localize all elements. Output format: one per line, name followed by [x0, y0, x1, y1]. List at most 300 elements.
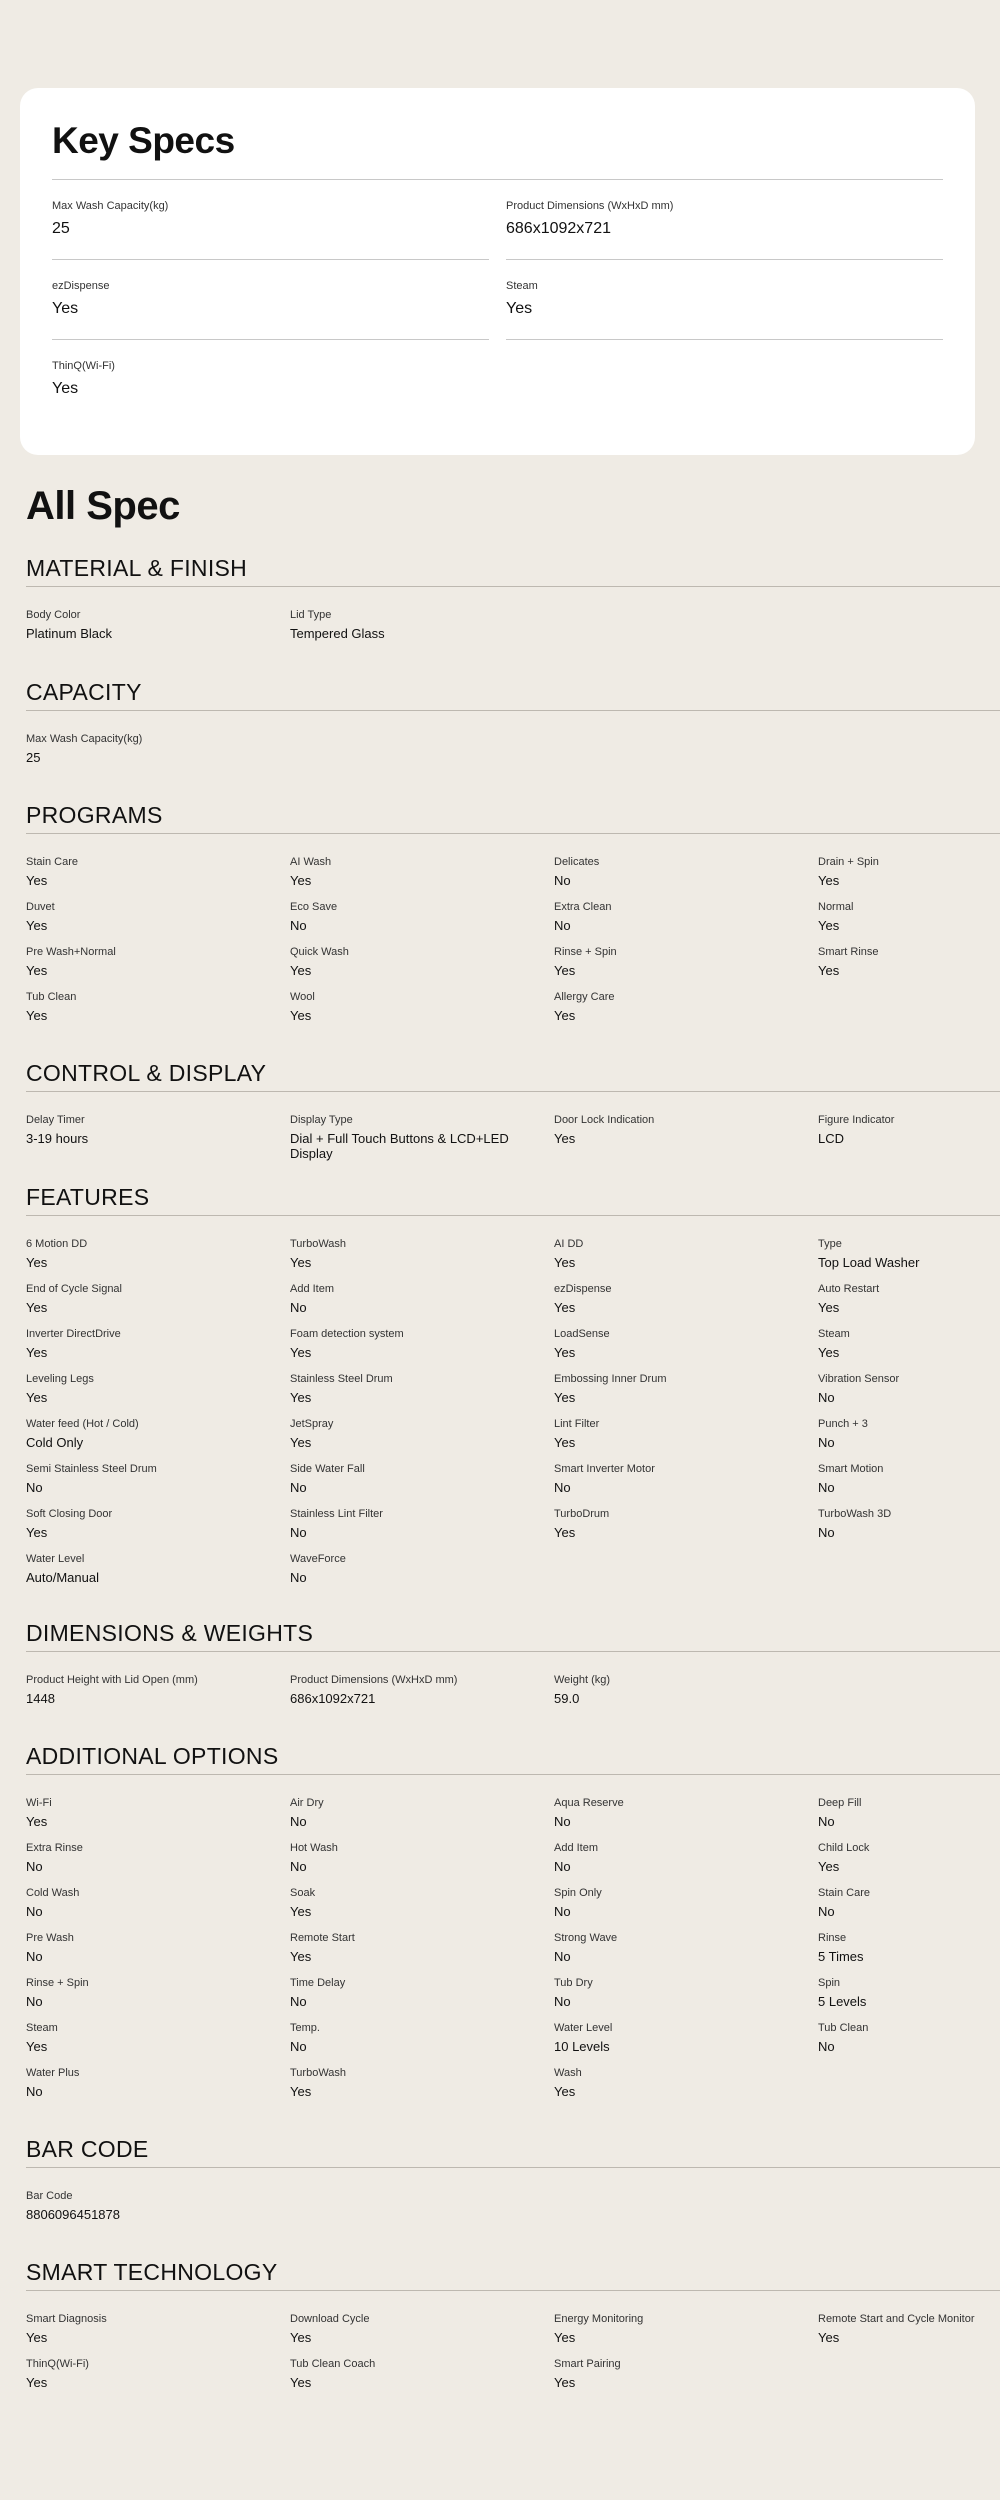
spec-item [26, 2313, 290, 2358]
spec-label: Soft Closing Door [26, 1508, 113, 1520]
spec-label: Deep Fill [818, 1797, 862, 1809]
spec-label: Door Lock Indication [554, 1114, 655, 1126]
spec-label: Tub Clean Coach [290, 2358, 376, 2370]
spec-label: Remote Start and Cycle Monitor [818, 2313, 975, 2325]
spec-value: Yes [554, 2375, 576, 2390]
spec-value: No [818, 2039, 835, 2054]
spec-label: Download Cycle [290, 2313, 370, 2325]
spec-item [818, 1283, 998, 1328]
spec-item [26, 1887, 290, 1932]
spec-value: No [26, 1904, 43, 1919]
spec-value: No [290, 1859, 307, 1874]
spec-value: Yes [26, 873, 48, 888]
spec-value: Dial + Full Touch Buttons & LCD+LED Display [290, 1131, 509, 1161]
section-divider [26, 1651, 1000, 1652]
spec-item [26, 991, 290, 1036]
spec-value: No [290, 1994, 307, 2009]
spec-value: No [818, 1435, 835, 1450]
spec-label: Tub Dry [554, 1977, 593, 1989]
spec-value: Yes [26, 2375, 48, 2390]
spec-value: No [554, 1814, 571, 1829]
spec-value: Yes [554, 963, 576, 978]
spec-value: No [554, 1480, 571, 1495]
spec-label: ThinQ(Wi-Fi) [26, 2358, 89, 2370]
spec-label: Side Water Fall [290, 1463, 365, 1475]
spec-value: 3-19 hours [26, 1131, 89, 1146]
spec-label: Duvet [26, 901, 55, 913]
spec-label: Time Delay [290, 1977, 346, 1989]
spec-value: 686x1092x721 [290, 1691, 376, 1706]
spec-item [290, 1674, 554, 1719]
section-title: CONTROL & DISPLAY [26, 1060, 267, 1086]
spec-label: AI Wash [290, 856, 332, 868]
spec-item [818, 1238, 998, 1283]
spec-value: Yes [290, 2330, 312, 2345]
spec-item [818, 2313, 998, 2358]
spec-item [290, 609, 554, 654]
spec-label: Stain Care [818, 1887, 870, 1899]
spec-section [26, 1743, 1000, 2112]
spec-item [818, 1842, 998, 1887]
spec-value: No [818, 1904, 835, 1919]
spec-item [818, 1114, 998, 1159]
spec-label: Rinse + Spin [26, 1977, 89, 1989]
section-divider [26, 2167, 1000, 2168]
spec-item [290, 901, 554, 946]
spec-item [554, 2358, 818, 2403]
spec-value: No [26, 1949, 43, 1964]
spec-value: Yes [554, 1255, 576, 1270]
spec-item [290, 1553, 554, 1598]
spec-item [290, 1238, 554, 1283]
spec-value: Yes [290, 2084, 312, 2099]
section-title: MATERIAL & FINISH [26, 555, 248, 581]
spec-section [26, 2136, 1000, 2235]
spec-label: Smart Diagnosis [26, 2313, 107, 2325]
spec-value: Yes [26, 1814, 48, 1829]
spec-label: Steam [818, 1328, 850, 1340]
spec-value: No [818, 1480, 835, 1495]
spec-label: TurboWash 3D [818, 1508, 892, 1520]
spec-value: Yes [26, 1345, 48, 1360]
key-specs-title: Key Specs [52, 120, 235, 161]
section-divider [26, 586, 1000, 587]
spec-label: Temp. [290, 2022, 320, 2034]
spec-value: Yes [26, 2330, 48, 2345]
spec-value: Yes [554, 1300, 576, 1315]
spec-label: Aqua Reserve [554, 1797, 624, 1809]
key-spec-label: ezDispense [52, 280, 110, 292]
spec-item [818, 1932, 998, 1977]
spec-label: ezDispense [554, 1283, 612, 1295]
spec-label: AI DD [554, 1238, 584, 1250]
spec-item [26, 1283, 290, 1328]
section-title: SMART TECHNOLOGY [26, 2259, 278, 2285]
spec-label: Remote Start [290, 1932, 355, 1944]
spec-value: No [818, 1390, 835, 1405]
spec-grid [26, 1238, 1000, 1598]
spec-value: Yes [818, 1859, 840, 1874]
spec-item [26, 856, 290, 901]
spec-label: Pre Wash [26, 1932, 74, 1944]
spec-value: Yes [818, 963, 840, 978]
spec-value: Yes [26, 918, 48, 933]
spec-item [554, 1418, 818, 1463]
spec-label: Quick Wash [290, 946, 349, 958]
spec-label: Tub Clean [26, 991, 77, 1003]
key-spec-item [52, 340, 489, 419]
spec-label: Foam detection system [290, 1328, 404, 1340]
spec-label: Figure Indicator [818, 1114, 895, 1126]
spec-section [26, 1184, 1000, 1598]
spec-item [554, 1932, 818, 1977]
spec-label: Child Lock [818, 1842, 870, 1854]
spec-label: Body Color [26, 609, 81, 621]
spec-label: Rinse [818, 1932, 847, 1944]
spec-label: Eco Save [290, 901, 338, 913]
spec-value: Yes [554, 1435, 576, 1450]
key-spec-item [506, 180, 943, 260]
spec-label: Stainless Steel Drum [290, 1373, 393, 1385]
spec-value: No [818, 1814, 835, 1829]
spec-item [554, 1797, 818, 1842]
spec-item [554, 856, 818, 901]
spec-label: Lint Filter [554, 1418, 600, 1430]
spec-item [554, 1842, 818, 1887]
spec-item [554, 1114, 818, 1159]
spec-value: No [818, 1525, 835, 1540]
spec-item [26, 1674, 290, 1719]
spec-value: Yes [818, 2330, 840, 2345]
spec-item [290, 1114, 554, 1159]
spec-item [818, 1373, 998, 1418]
spec-item [554, 1508, 818, 1553]
spec-label: Bar Code [26, 2190, 73, 2202]
spec-label: End of Cycle Signal [26, 1283, 122, 1295]
spec-item [290, 2313, 554, 2358]
spec-item [818, 2022, 998, 2067]
spec-item [26, 2358, 290, 2403]
spec-grid [26, 733, 1000, 778]
spec-value: No [554, 1994, 571, 2009]
spec-label: Stainless Lint Filter [290, 1508, 383, 1520]
key-spec-value: Yes [52, 380, 79, 397]
spec-label: Display Type [290, 1114, 353, 1126]
spec-value: Yes [26, 1390, 48, 1405]
spec-label: Smart Inverter Motor [554, 1463, 655, 1475]
spec-item [26, 1797, 290, 1842]
spec-value: Yes [26, 1525, 48, 1540]
spec-label: Inverter DirectDrive [26, 1328, 121, 1340]
spec-item [26, 1842, 290, 1887]
spec-value: 10 Levels [554, 2039, 610, 2054]
section-divider [26, 1091, 1000, 1092]
spec-value: Yes [554, 2084, 576, 2099]
spec-value: No [26, 1994, 43, 2009]
spec-item [818, 901, 998, 946]
spec-item [290, 1418, 554, 1463]
spec-item [290, 2358, 554, 2403]
spec-item [290, 1463, 554, 1508]
spec-label: WaveForce [290, 1553, 346, 1565]
spec-item [290, 1283, 554, 1328]
key-spec-value: Yes [506, 300, 533, 317]
spec-item [818, 1977, 998, 2022]
spec-value: Yes [554, 1345, 576, 1360]
spec-label: TurboWash [290, 2067, 347, 2079]
spec-label: Type [818, 1238, 842, 1250]
spec-value: Yes [290, 1435, 312, 1450]
spec-item [554, 1674, 818, 1719]
spec-item [818, 1887, 998, 1932]
spec-item [290, 1508, 554, 1553]
section-divider [26, 2290, 1000, 2291]
spec-value: Yes [290, 873, 312, 888]
spec-item [290, 2067, 554, 2112]
section-title: BAR CODE [26, 2136, 149, 2162]
spec-item [554, 1328, 818, 1373]
spec-label: Lid Type [290, 609, 332, 621]
spec-label: Weight (kg) [554, 1674, 611, 1686]
spec-value: No [26, 1480, 43, 1495]
spec-item [290, 946, 554, 991]
spec-label: Product Height with Lid Open (mm) [26, 1674, 198, 1686]
spec-label: Auto Restart [818, 1283, 880, 1295]
spec-label: TurboDrum [554, 1508, 610, 1520]
spec-grid [26, 1674, 1000, 1719]
spec-label: Delay Timer [26, 1114, 85, 1126]
spec-value: No [290, 1814, 307, 1829]
spec-value: Yes [554, 1525, 576, 1540]
spec-value: No [290, 1300, 307, 1315]
spec-label: Wi-Fi [26, 1797, 52, 1809]
spec-grid [26, 856, 1000, 1036]
spec-label: Tub Clean [818, 2022, 869, 2034]
spec-value: No [26, 2084, 43, 2099]
spec-value: Yes [554, 2330, 576, 2345]
spec-label: Spin [818, 1977, 841, 1989]
spec-label: Normal [818, 901, 854, 913]
spec-label: Semi Stainless Steel Drum [26, 1463, 157, 1475]
spec-section [26, 1620, 1000, 1719]
spec-label: LoadSense [554, 1328, 610, 1340]
section-divider [26, 1215, 1000, 1216]
spec-item [290, 856, 554, 901]
spec-item [554, 1238, 818, 1283]
spec-value: Yes [290, 1949, 312, 1964]
spec-value: Yes [290, 963, 312, 978]
spec-item [290, 1797, 554, 1842]
spec-value: Yes [290, 1390, 312, 1405]
spec-label: Smart Pairing [554, 2358, 621, 2370]
spec-value: 8806096451878 [26, 2207, 120, 2222]
spec-label: 6 Motion DD [26, 1238, 88, 1250]
key-spec-value: 686x1092x721 [506, 220, 611, 237]
spec-label: Air Dry [290, 1797, 324, 1809]
spec-item [26, 733, 290, 778]
spec-item [26, 1114, 290, 1159]
spec-label: Extra Clean [554, 901, 612, 913]
spec-label: Spin Only [554, 1887, 602, 1899]
section-title: ADDITIONAL OPTIONS [26, 1743, 279, 1769]
spec-item [554, 2022, 818, 2067]
spec-label: Add Item [290, 1283, 335, 1295]
spec-value: Yes [554, 1008, 576, 1023]
spec-grid [26, 2190, 1000, 2235]
spec-value: Yes [818, 1300, 840, 1315]
spec-label: Rinse + Spin [554, 946, 617, 958]
spec-section [26, 802, 1000, 1036]
spec-section [26, 679, 1000, 778]
spec-item [290, 2022, 554, 2067]
section-divider [26, 1774, 1000, 1775]
spec-label: TurboWash [290, 1238, 347, 1250]
spec-grid [26, 1114, 1000, 1159]
spec-value: 5 Levels [818, 1994, 867, 2009]
spec-value: Yes [26, 1255, 48, 1270]
spec-item [554, 2067, 818, 2112]
spec-label: Extra Rinse [26, 1842, 83, 1854]
spec-value: No [290, 1480, 307, 1495]
spec-item [26, 609, 290, 654]
spec-value: Yes [818, 873, 840, 888]
spec-value: Top Load Washer [818, 1255, 920, 1270]
section-title: DIMENSIONS & WEIGHTS [26, 1620, 314, 1646]
section-divider [26, 833, 1000, 834]
spec-value: Yes [290, 1255, 312, 1270]
spec-value: Yes [290, 2375, 312, 2390]
spec-item [26, 2022, 290, 2067]
spec-label: Smart Rinse [818, 946, 879, 958]
key-spec-label: Product Dimensions (WxHxD mm) [506, 200, 674, 212]
spec-value: Auto/Manual [26, 1570, 99, 1585]
spec-item [554, 1283, 818, 1328]
spec-item [290, 1373, 554, 1418]
spec-item [26, 1508, 290, 1553]
spec-item [26, 946, 290, 991]
spec-item [26, 1553, 290, 1598]
spec-item [818, 1797, 998, 1842]
spec-value: Yes [26, 1300, 48, 1315]
spec-item [818, 1508, 998, 1553]
spec-item [26, 1373, 290, 1418]
key-spec-value: Yes [52, 300, 79, 317]
spec-item [26, 1418, 290, 1463]
section-title: FEATURES [26, 1184, 150, 1210]
spec-grid [26, 2313, 1000, 2403]
spec-value: Yes [554, 1131, 576, 1146]
spec-label: Delicates [554, 856, 600, 868]
spec-value: Yes [290, 1008, 312, 1023]
key-spec-item [506, 260, 943, 340]
spec-value: Cold Only [26, 1435, 84, 1450]
spec-item [554, 1463, 818, 1508]
spec-item [818, 856, 998, 901]
spec-value: 59.0 [554, 1691, 580, 1706]
spec-value: Yes [554, 1390, 576, 1405]
spec-label: Embossing Inner Drum [554, 1373, 667, 1385]
spec-label: JetSpray [290, 1418, 334, 1430]
spec-item [554, 946, 818, 991]
spec-label: Leveling Legs [26, 1373, 94, 1385]
spec-value: 25 [26, 750, 41, 765]
spec-value: Yes [26, 963, 48, 978]
spec-item [818, 1328, 998, 1373]
spec-value: Yes [26, 1008, 48, 1023]
spec-value: Yes [26, 2039, 48, 2054]
spec-value: No [290, 1525, 307, 1540]
spec-label: Strong Wave [554, 1932, 618, 1944]
spec-value: Yes [818, 1345, 840, 1360]
spec-label: Water Plus [26, 2067, 80, 2079]
spec-value: No [554, 1859, 571, 1874]
spec-value: No [290, 918, 307, 933]
spec-label: Product Dimensions (WxHxD mm) [290, 1674, 458, 1686]
key-spec-label: ThinQ(Wi-Fi) [52, 360, 115, 372]
spec-item [290, 1842, 554, 1887]
spec-label: Wash [554, 2067, 582, 2079]
spec-label: Steam [26, 2022, 58, 2034]
spec-section [26, 1060, 1000, 1159]
spec-item [26, 1463, 290, 1508]
spec-value: LCD [818, 1131, 845, 1146]
key-specs-card [20, 88, 975, 455]
spec-value: Platinum Black [26, 626, 112, 641]
spec-value: No [554, 1949, 571, 1964]
spec-item [290, 1932, 554, 1977]
spec-label: Smart Motion [818, 1463, 884, 1475]
spec-label: Max Wash Capacity(kg) [26, 733, 143, 745]
spec-label: Punch + 3 [818, 1418, 868, 1430]
spec-item [290, 1328, 554, 1373]
spec-value: Yes [818, 918, 840, 933]
spec-item [818, 946, 998, 991]
spec-label: Drain + Spin [818, 856, 879, 868]
spec-label: Add Item [554, 1842, 599, 1854]
spec-value: No [554, 1904, 571, 1919]
spec-item [26, 2190, 290, 2235]
section-title: CAPACITY [26, 679, 142, 705]
section-title: PROGRAMS [26, 802, 163, 828]
spec-value: Tempered Glass [290, 626, 385, 641]
section-divider [26, 710, 1000, 711]
spec-value: No [290, 1570, 307, 1585]
spec-label: Pre Wash+Normal [26, 946, 116, 958]
key-spec-item [52, 260, 489, 340]
spec-item [26, 901, 290, 946]
spec-value: No [554, 918, 571, 933]
key-spec-item [52, 180, 489, 260]
spec-item [818, 1463, 998, 1508]
spec-item [290, 1977, 554, 2022]
spec-item [554, 1977, 818, 2022]
key-spec-label: Steam [506, 280, 538, 292]
spec-item [554, 991, 818, 1036]
spec-section [26, 2259, 1000, 2403]
spec-label: Allergy Care [554, 991, 615, 1003]
spec-label: Energy Monitoring [554, 2313, 644, 2325]
spec-value: 1448 [26, 1691, 55, 1706]
spec-item [26, 1977, 290, 2022]
spec-item [554, 1887, 818, 1932]
spec-value: Yes [290, 1904, 312, 1919]
spec-grid [26, 609, 1000, 654]
spec-label: Wool [290, 991, 315, 1003]
spec-label: Water Level [554, 2022, 613, 2034]
spec-item [26, 1238, 290, 1283]
spec-value: No [290, 2039, 307, 2054]
spec-label: Soak [290, 1887, 316, 1899]
